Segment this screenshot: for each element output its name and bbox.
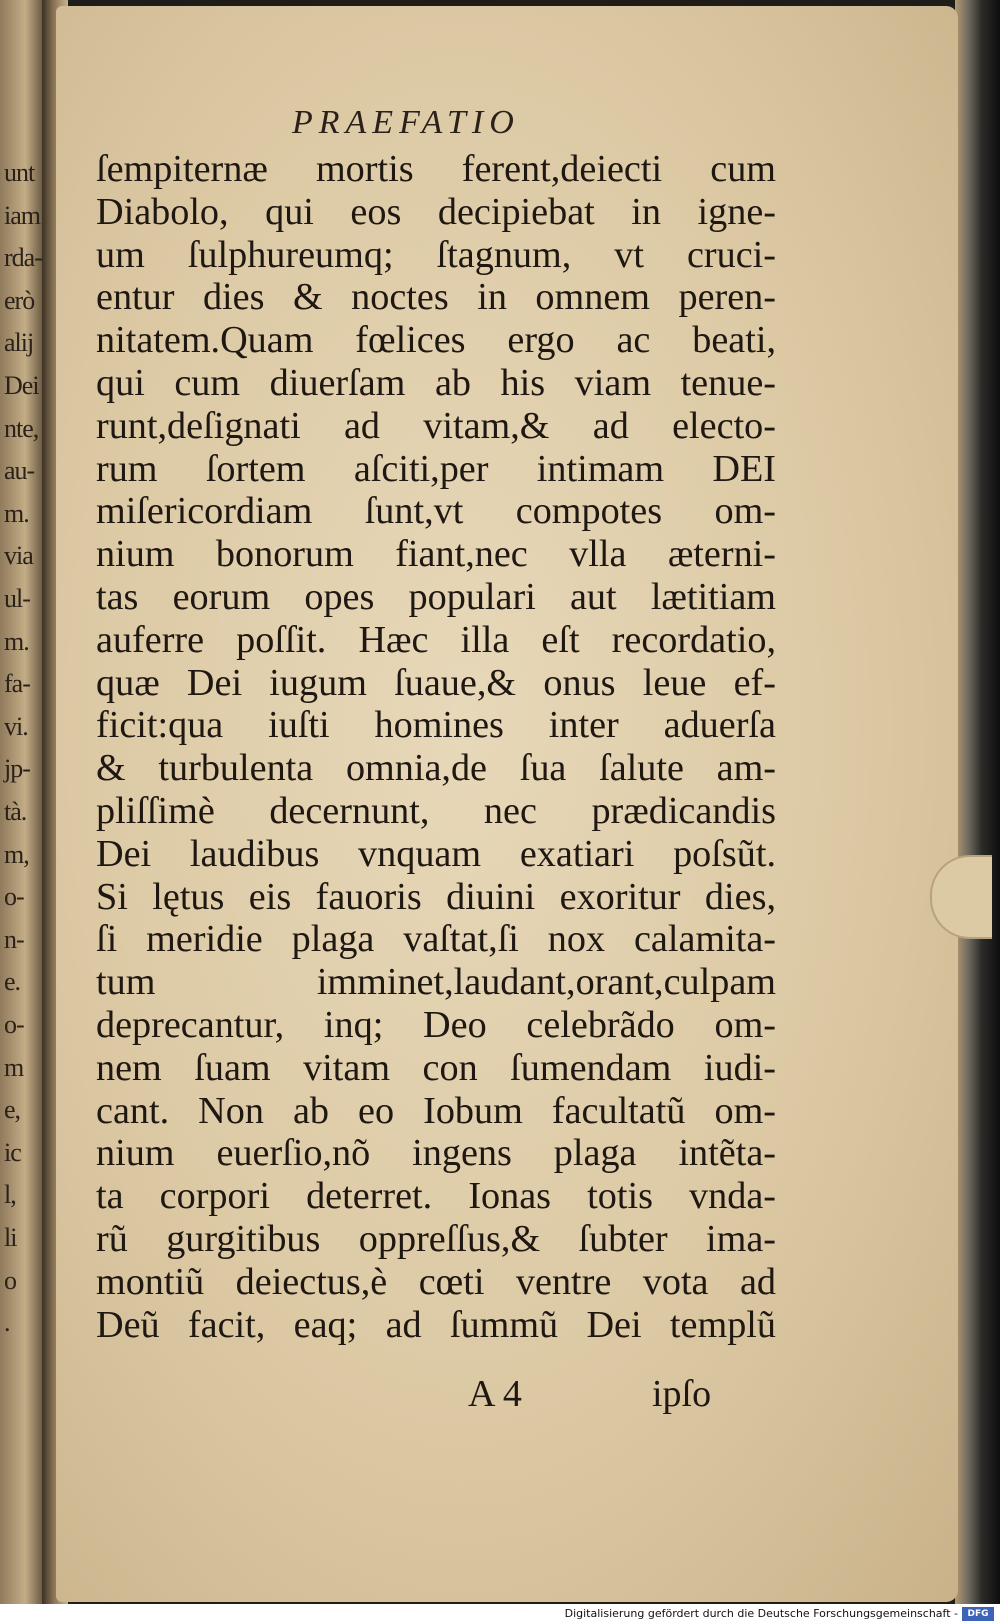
facing-page-fragment: e. bbox=[4, 967, 21, 997]
facing-page-fragment: o- bbox=[4, 1010, 24, 1039]
text-line: ficit:qua iuſti homines inter aduerſa bbox=[96, 704, 776, 747]
facing-page-fragment: m, bbox=[4, 839, 29, 869]
facing-page-fragment: vi. bbox=[4, 711, 28, 741]
facing-page-fragment: m. bbox=[4, 498, 29, 528]
facing-page-fragment: li bbox=[4, 1223, 17, 1252]
footer-credit: Digitalisierung gefördert durch die Deutsche Forschungsgemeinschaft - bbox=[564, 1607, 958, 1620]
facing-page-fragment: nte, bbox=[4, 413, 39, 443]
text-line: runt,deſignati ad vitam,& ad electo- bbox=[96, 404, 776, 447]
facing-page-fragment: fa- bbox=[4, 669, 30, 699]
text-line: ſempiternæ mortis ferent,deiecti cum bbox=[96, 148, 776, 190]
text-line: nitatem.Quam fœlices ergo ac beati, bbox=[96, 319, 776, 362]
text-line: Dei laudibus vnquam exatiari poſsũt. bbox=[96, 832, 776, 875]
text-line: Deũ facit, eaq; ad ſummũ Dei templũ bbox=[96, 1303, 776, 1346]
text-line: rum ſortem aſciti,per intimam DEI bbox=[96, 447, 776, 490]
catchword: ipſo bbox=[652, 1373, 712, 1415]
text-line: Diabolo, qui eos decipiebat in igne- bbox=[96, 190, 776, 233]
facing-page-fragment: tà. bbox=[4, 797, 27, 826]
text-line: montiũ deiectus,è cœti ventre vota ad bbox=[96, 1260, 776, 1303]
text-line: & turbulenta omnia,de ſua ſalute am- bbox=[96, 747, 776, 790]
book-edge-right bbox=[955, 0, 1000, 1604]
digitization-footer bbox=[0, 1604, 1000, 1624]
facing-page-fragment: alij bbox=[4, 328, 34, 358]
text-line: ta corpori deterret. Ionas totis vnda- bbox=[96, 1175, 776, 1218]
facing-page-fragment: ic bbox=[4, 1137, 21, 1167]
facing-page-fragment: rda- bbox=[4, 243, 42, 273]
text-line: tum imminet,laudant,orant,culpam bbox=[96, 961, 776, 1004]
facing-page-fragment: . bbox=[4, 1308, 10, 1338]
facing-page-fragment: e, bbox=[4, 1095, 21, 1125]
facing-page-fragment: n- bbox=[4, 924, 24, 954]
dfg-logo: DFG bbox=[962, 1607, 994, 1621]
text-line: nium bonorum fiant,nec vlla æterni- bbox=[96, 533, 776, 576]
facing-page-fragment: Dei bbox=[4, 371, 39, 400]
facing-page-fragment: au- bbox=[4, 456, 35, 486]
text-line: nium euerſio,nõ ingens plaga intẽta- bbox=[96, 1132, 776, 1175]
body-text bbox=[96, 148, 776, 1346]
text-line: quæ Dei iugum ſuaue,& onus leue ef- bbox=[96, 661, 776, 704]
facing-page-fragment: erò bbox=[4, 285, 35, 315]
facing-page-fragment: m bbox=[4, 1052, 24, 1082]
facing-page-fragment: o bbox=[4, 1265, 16, 1295]
facing-page-fragment: m. bbox=[4, 626, 29, 656]
facing-page-fragment: jp- bbox=[4, 754, 30, 784]
text-line: deprecantur, inq; Deo celebrãdo om- bbox=[96, 1003, 776, 1046]
text-line: nem ſuam vitam con ſumendam iudi- bbox=[96, 1046, 776, 1089]
facing-page-fragment: o- bbox=[4, 882, 24, 912]
text-line: Si lętus eis fauoris diuini exoritur dies, bbox=[96, 875, 776, 918]
text-line: auferre poſſit. Hæc illa eſt recordatio, bbox=[96, 618, 776, 661]
text-line: pliſſimè decernunt, nec prædicandis bbox=[96, 789, 776, 832]
text-line: um ſulphureumq; ſtagnum, vt cruci- bbox=[96, 233, 776, 276]
text-line: miſericordiam ſunt,vt compotes om- bbox=[96, 490, 776, 533]
text-line: cant. Non ab eo Iobum facultatũ om- bbox=[96, 1089, 776, 1132]
facing-page-fragment: via bbox=[4, 541, 33, 571]
signature-mark: A 4 bbox=[468, 1373, 522, 1415]
facing-page-fragment: iam bbox=[4, 200, 40, 230]
facing-page-fragment: l, bbox=[4, 1180, 16, 1210]
text-line: ſi meridie plaga vaſtat,ſi nox calamita- bbox=[96, 918, 776, 961]
text-line: qui cum diuerſam ab his viam tenue- bbox=[96, 361, 776, 404]
running-header: PRAEFATIO bbox=[292, 104, 520, 141]
text-line: tas eorum opes populari aut lætitiam bbox=[96, 575, 776, 618]
facing-page-fragment: unt bbox=[4, 158, 35, 187]
facing-page-edge bbox=[0, 0, 42, 1604]
text-line: rũ gurgitibus oppreſſus,& ſubter ima- bbox=[96, 1217, 776, 1260]
text-line: entur dies & noctes in omnem peren- bbox=[96, 276, 776, 319]
facing-page-fragment: ul- bbox=[4, 584, 30, 613]
